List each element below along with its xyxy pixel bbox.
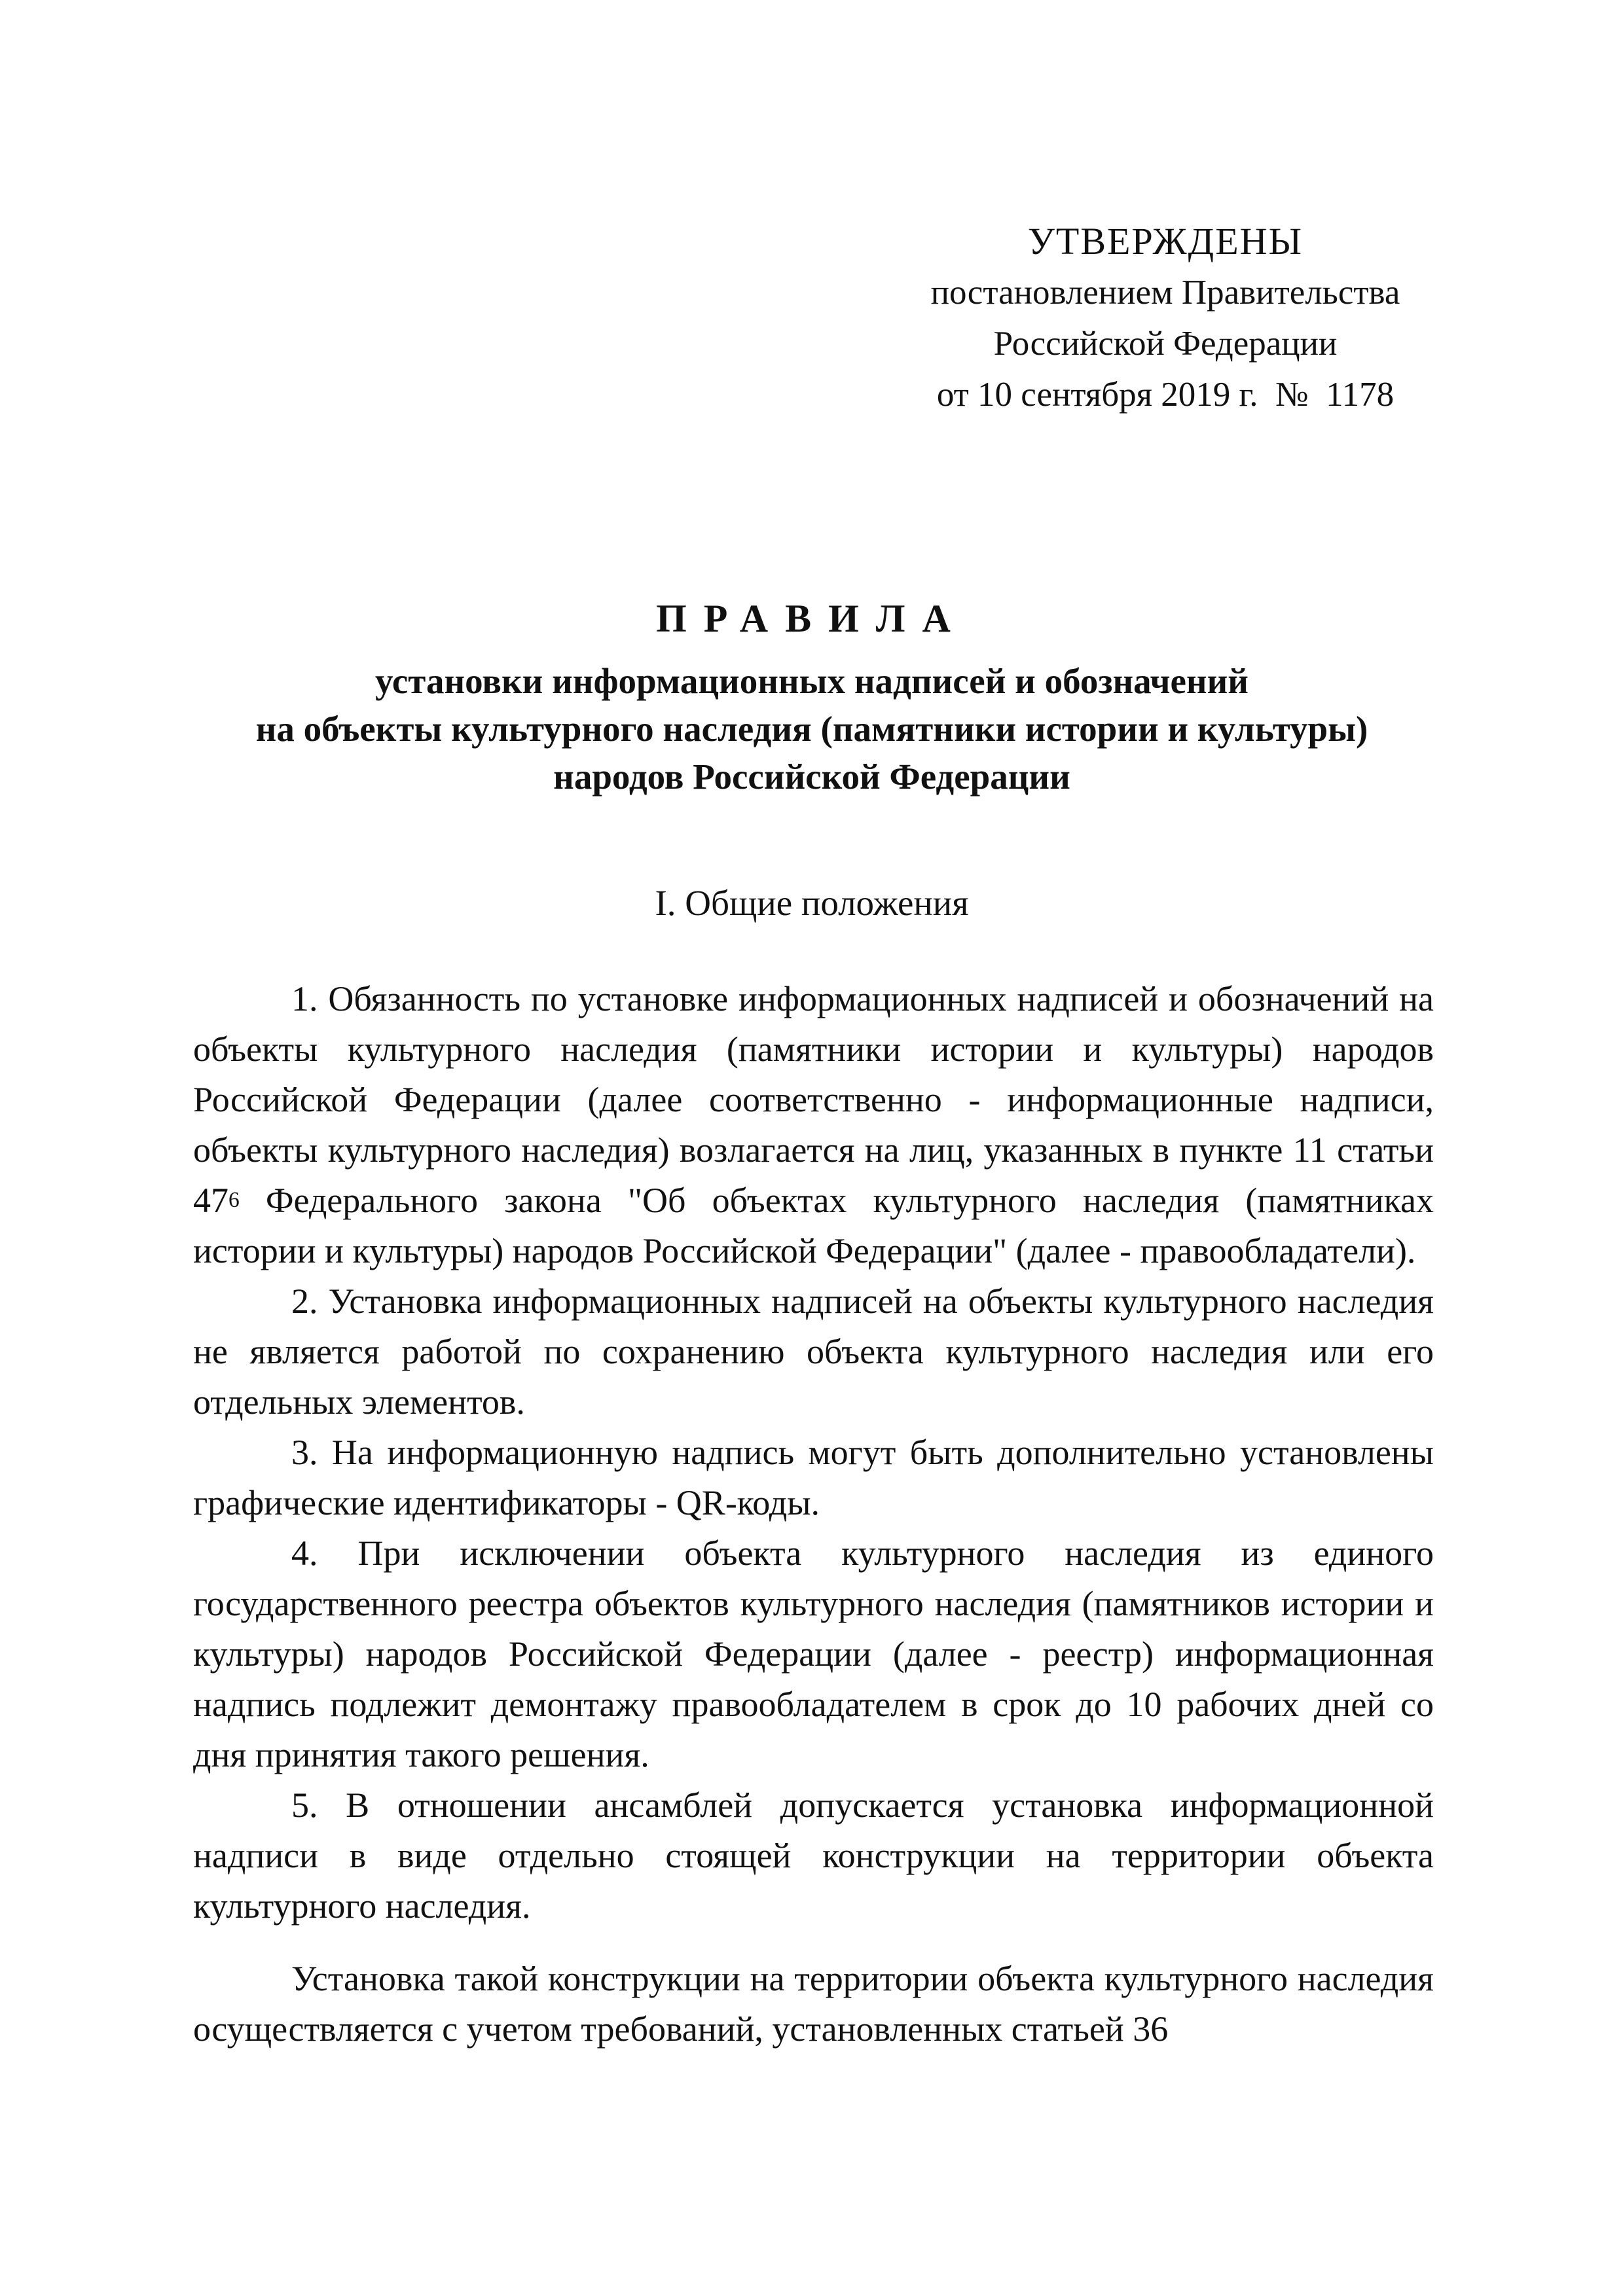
paragraph-2: 2. Установка информационных надписей на объекты культурного наследия не является работой по сохранению объекта культурного наследия или его отдельных элементов. [193, 1282, 1434, 1422]
paragraph-5: 5. В отношении ансамблей допускается установка информационной надписи в виде отдельно стоящей конструкции на территории объекта культурного наследия. [193, 1785, 1434, 1926]
title-block [183, 589, 1440, 800]
paragraph-1-text-cont: Федерального закона "Об объектах культурного наследия (памятниках истории и культуры) народов Российской Федерации" (далее - правообладатели). [193, 1181, 1434, 1270]
paragraph-4: 4. При исключении объекта культурного наследия из единого государственного реестра объектов культурного наследия (памятников истории и культуры) народов Российской Федерации (далее - реестр) информационная надпись подлежит демонтажу правообладателем в срок до 10 рабочих дней со дня принятия такого решения. [193, 1534, 1434, 1774]
section-heading: I. Общие положения [655, 883, 969, 923]
superscript-6: 6 [228, 1187, 240, 1212]
document-title: ПРАВИЛА [656, 597, 968, 640]
document-subtitle [183, 657, 1440, 800]
paragraph-1-text: 1. Обязанность по установке информационных надписей и обозначений на объекты культурного наследия (памятники истории и культуры) народов Российской Федерации (далее соответственно - информационные надписи, объекты культурного наследия) возлагается на лиц, указанных в пункте 11 статьи 47 [193, 979, 1434, 1220]
approval-line-2: Российской Федерации [993, 325, 1338, 363]
approval-line-1: постановлением Правительства [930, 274, 1400, 312]
paragraph-1 [193, 974, 1434, 1276]
approval-stamp [871, 216, 1460, 420]
subtitle-line-1: установки информационных надписей и обозначений [375, 661, 1249, 701]
subtitle-line-3: народов Российской Федерации [553, 757, 1070, 797]
subtitle-line-2: на объекты культурного наследия (памятники истории и культуры) [255, 709, 1368, 749]
approval-heading: УТВЕРЖДЕНЫ [1027, 220, 1304, 262]
approval-line-3: от 10 сентября 2019 г. № 1178 [936, 376, 1395, 414]
paragraph-3: 3. На информационную надпись могут быть дополнительно установлены графические идентификаторы - QR-коды. [193, 1433, 1434, 1522]
body-text [193, 974, 1434, 2054]
paragraph-6: Установка такой конструкции на территории объекта культурного наследия осуществляется с учетом требований, установленных статьей 36 [193, 1959, 1434, 2049]
